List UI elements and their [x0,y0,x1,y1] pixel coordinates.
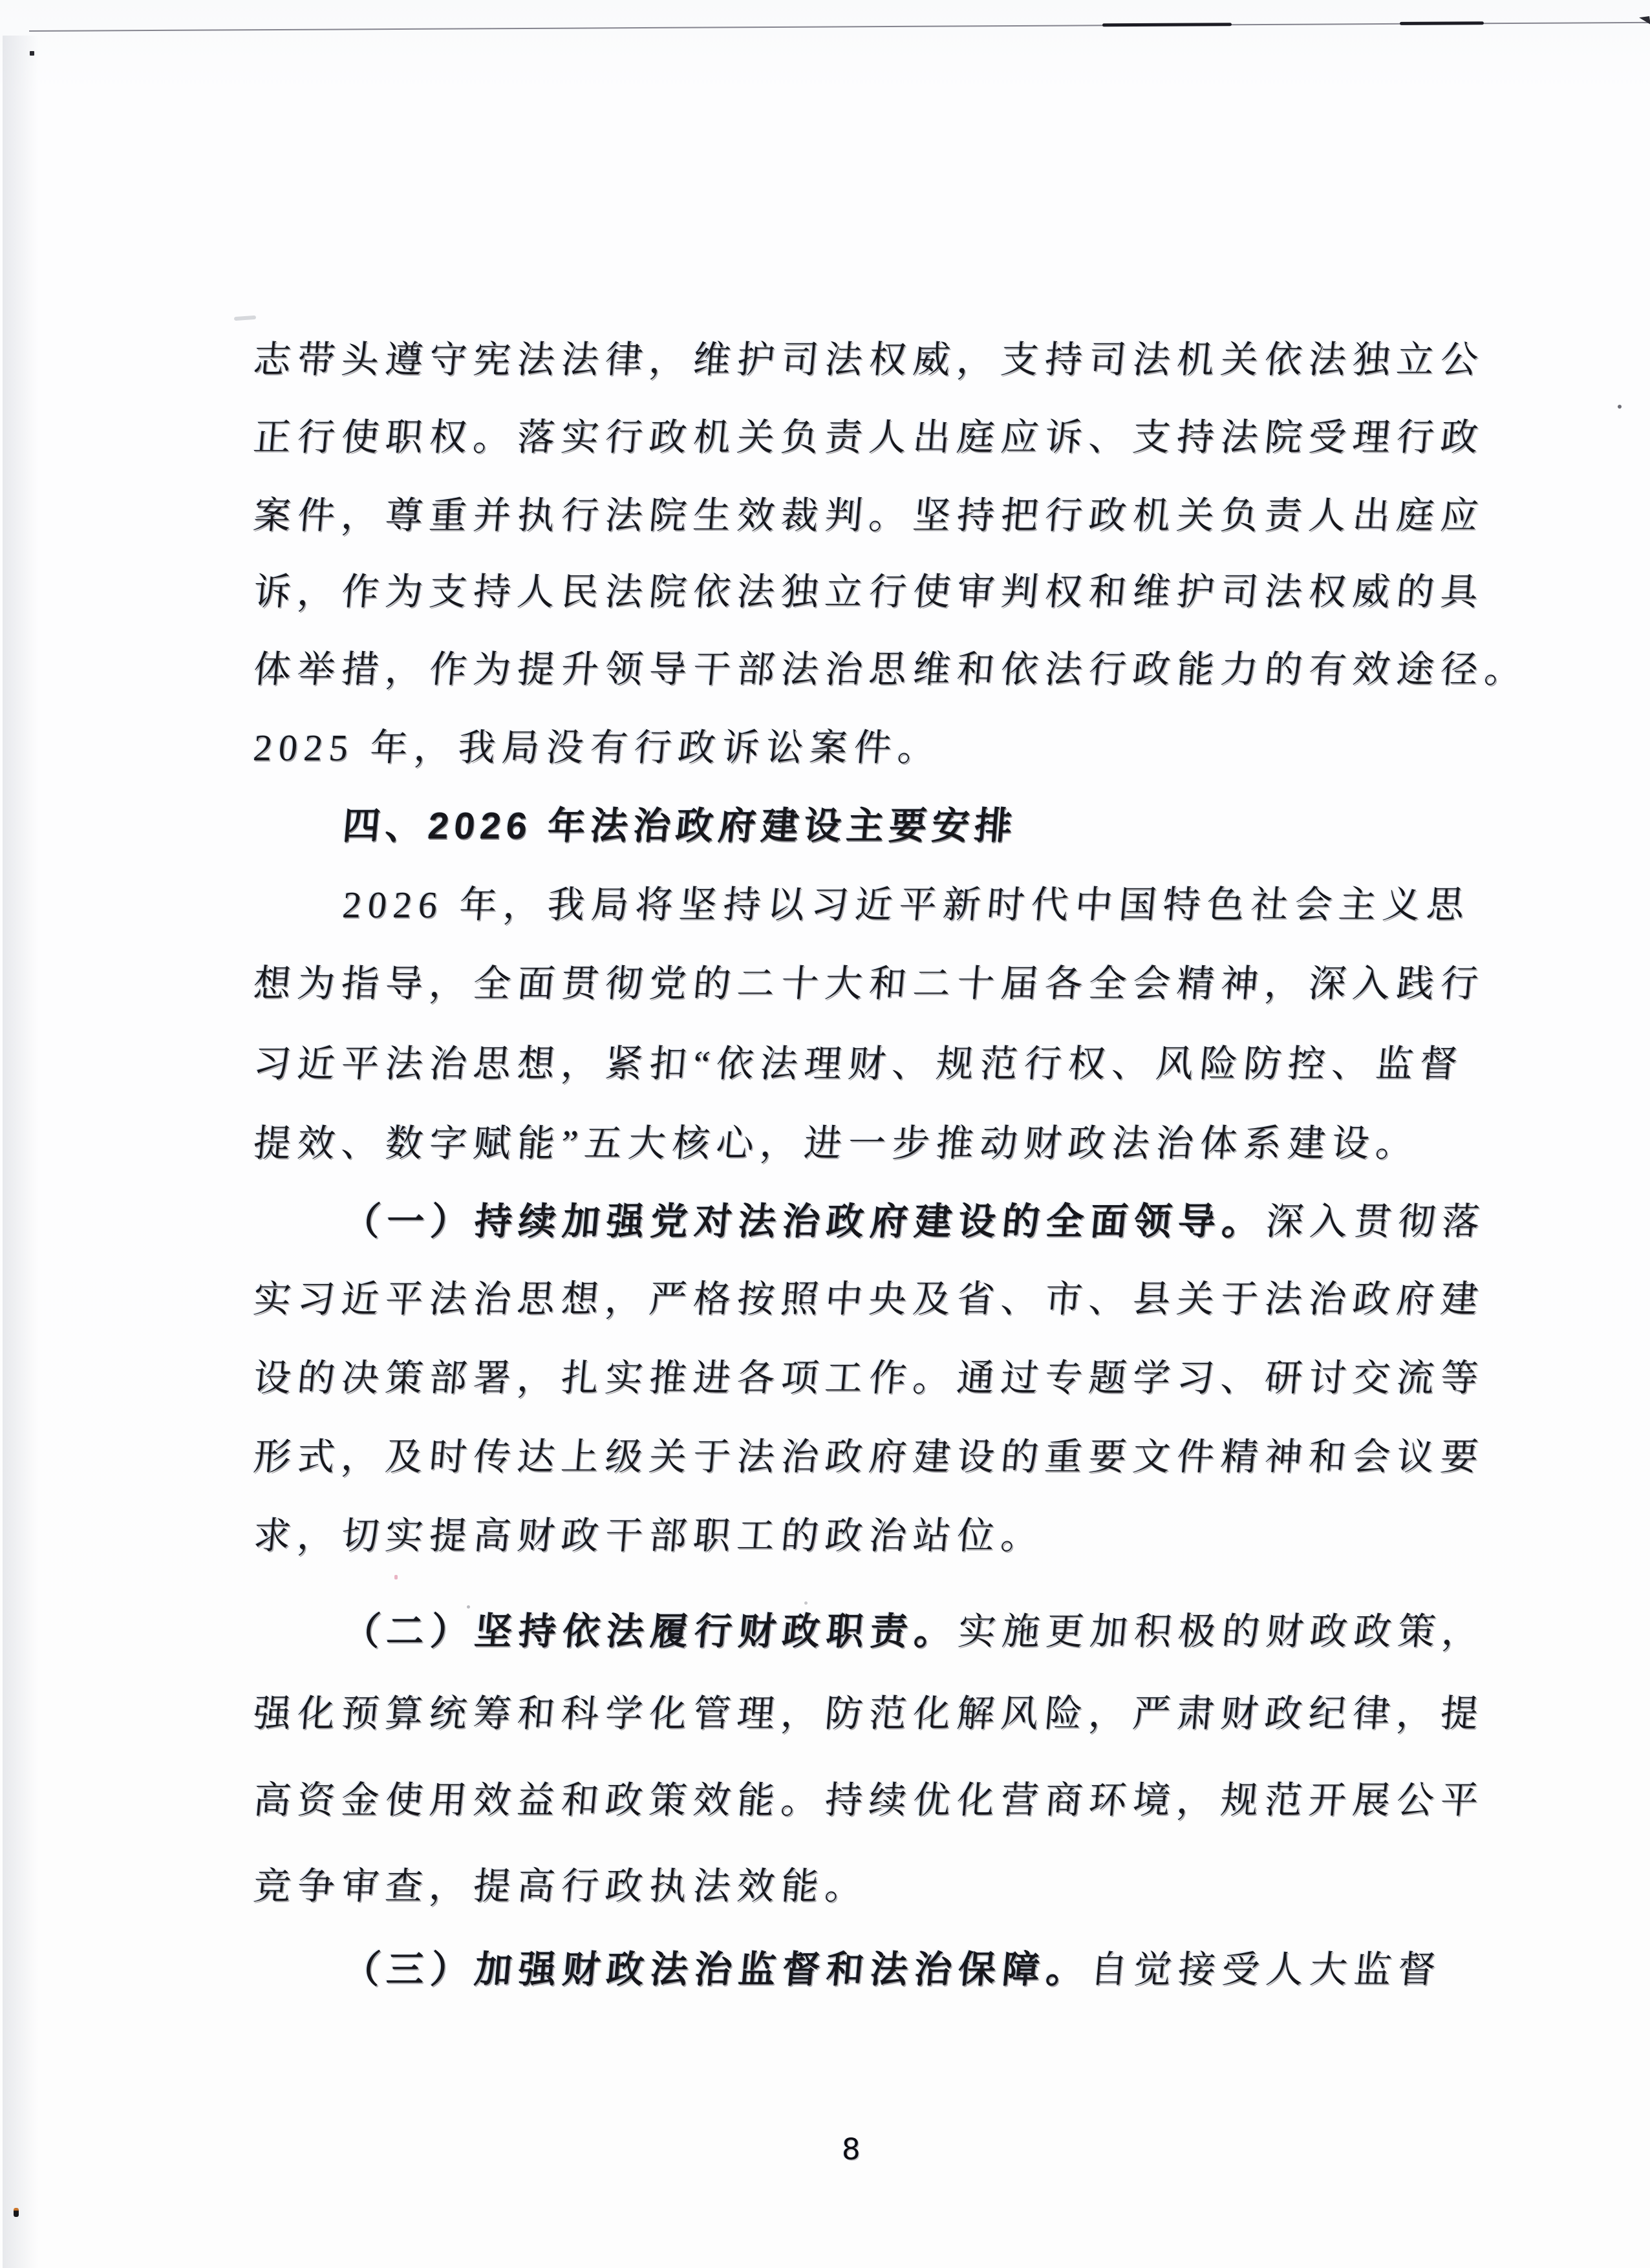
page-number: 8 [842,2132,861,2166]
text-line: 实习近平法治思想，严格按照中央及省、市、县关于法治政府建 [252,1278,1486,1320]
subsection-lead: （三）加强财政法治监督和法治保障。 [341,1949,1092,1991]
text-line: 设的决策部署，扎实推进各项工作。通过专题学习、研讨交流等 [252,1357,1486,1399]
text-line: 体举措，作为提升领导干部法治思维和依法行政能力的有效途径。 [252,648,1530,690]
text-line [341,1202,1487,1242]
scan-speck [1618,405,1622,409]
text-line [341,1612,1487,1652]
text-line: 高资金使用效益和政策效能。持续优化营商环境，规范开展公平 [252,1779,1486,1821]
text-line: 求，切实提高财政干部职工的政治站位。 [252,1515,1047,1557]
text-line: 习近平法治思想，紧扣“依法理财、规范行权、风险防控、监督 [252,1043,1466,1085]
text-line: 2025 年，我局没有行政诉讼案件。 [252,727,944,769]
text-segment: 深入贯彻落 [1264,1201,1488,1243]
text-line: 形式，及时传达上级关于法治政府建设的重要文件精神和会议要 [252,1436,1486,1478]
scan-mark-top-right [1639,16,1650,26]
text-line: 2026 年，我局将坚持以习近平新时代中国特色社会主义思 [341,884,1473,926]
subsection-lead: （二）坚持依法履行财政职责。 [341,1610,960,1653]
text-line: 想为指导，全面贯彻党的二十大和二十届各全会精神，深入践行 [252,963,1486,1005]
scan-left-edge-shadow [3,36,38,2268]
text-segment: 实施更加积极的财政政策， [956,1610,1488,1653]
text-line: 志带头遵守宪法法律，维护司法权威，支持司法机关依法独立公 [252,339,1486,381]
text-line: 诉，作为支持人民法院依法独立行使审判权和维护司法权威的具 [252,571,1486,613]
text-line [341,1950,1443,1990]
scan-speck-bottom-left [14,2208,19,2217]
scan-speck-top-left [30,51,34,56]
section-heading: 四、2026 年法治政府建设主要安排 [341,805,1020,847]
text-line: 强化预算统筹和科学化管理，防范化解风险，严肃财政纪律，提 [252,1693,1486,1735]
text-line: 案件，尊重并执行法院生效裁判。坚持把行政机关负责人出庭应 [252,495,1486,537]
text-line: 正行使职权。落实行政机关负责人出庭应诉、支持法院受理行政 [252,416,1486,458]
text-line: 提效、数字赋能”五大核心，进一步推动财政法治体系建设。 [252,1122,1422,1164]
document-body [252,0,1530,2268]
text-segment: 自觉接受人大监督 [1088,1949,1444,1991]
subsection-lead: （一）持续加强党对法治政府建设的全面领导。 [341,1201,1268,1243]
text-line: 竞争审查，提高行政执法效能。 [252,1865,871,1907]
